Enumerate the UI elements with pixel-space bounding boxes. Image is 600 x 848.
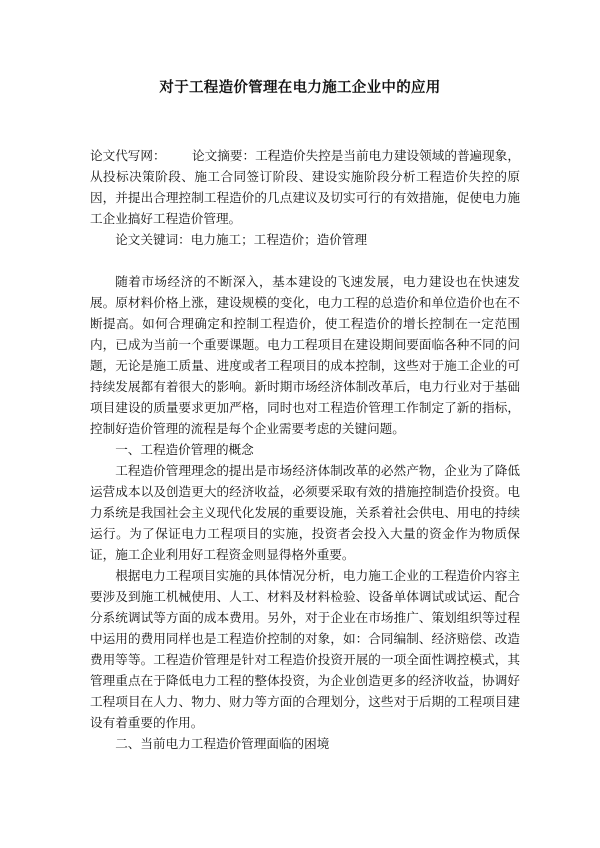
- section1-paragraph-1: 工程造价管理理念的提出是市场经济体制改革的必然产物，企业为了降低运营成本以及创造更大的经济收益，必须要采取有效的措施控制造价投资。电力系统是我国社会主义现代化发展的重要设施，关系着社会供电、用电的持续运行。为了保证电力工程项目的实施，投资者会投入大量的资金作为物质保证，施工企业利用好工程资金则显得格外重要。: [90, 463, 520, 562]
- document-title: 对于工程造价管理在电力施工企业中的应用: [159, 80, 441, 96]
- abstract-text: 论文摘要：工程造价失控是当前电力建设领域的普遍现象，从投标决策阶段、施工合同签订阶段、建设实施阶段分析工程造价失控的原因，并提出合理控制工程造价的几点建议及切实可行的有效措施，促使电力施工企业搞好工程造价管理。: [90, 148, 520, 226]
- document-body: [90, 145, 520, 754]
- section-heading-2: 二、当前电力工程造价管理面临的困境: [115, 736, 330, 751]
- blank-line: [90, 250, 520, 271]
- section1-paragraph-2: 根据电力工程项目实施的具体情况分析，电力施工企业的工程造价内容主要涉及到施工机械使用、人工、材料及材料检验、设备单体调试或试运、配合分系统调试等方面的成本费用。另外，对于企业在市场推广、策划组织等过程中运用的费用同样也是工程造价控制的对象，如：合同编制、经济赔偿、改造费用等等。工程造价管理是针对工程造价投资开展的一项全面性调控模式，其管理重点在于降低电力工程的整体投资，为企业创造更多的经济收益，协调好工程项目在人力、物力、财力等方面的合理划分，这些对于后期的工程项目建设有着重要的作用。: [90, 568, 520, 730]
- intro-paragraph: 随着市场经济的不断深入，基本建设的飞速发展，电力建设也在快速发展。原材料价格上涨，建设规模的变化，电力工程的总造价和单位造价也在不断提高。如何合理确定和控制工程造价，使工程造价的增长控制在一定范围内，已成为当前一个重要课题。电力工程项目在建设期间要面临各种不同的问题，无论是施工质量、进度或者工程项目的成本控制，这些对于施工企业的可持续发展都有着很大的影响。新时期市场经济体制改革后，电力行业对于基础项目建设的质量要求更加严格，同时也对工程造价管理工作制定了新的指标，控制好造价管理的流程是每个企业需要考虑的关键问题。: [90, 274, 520, 436]
- abstract-paragraph: [90, 145, 520, 229]
- section-heading-1: 一、工程造价管理的概念: [115, 442, 254, 457]
- keywords-line: 论文关键词：电力施工；工程造价；造价管理: [115, 232, 368, 247]
- abstract-prefix: 论文代写网：: [90, 148, 166, 163]
